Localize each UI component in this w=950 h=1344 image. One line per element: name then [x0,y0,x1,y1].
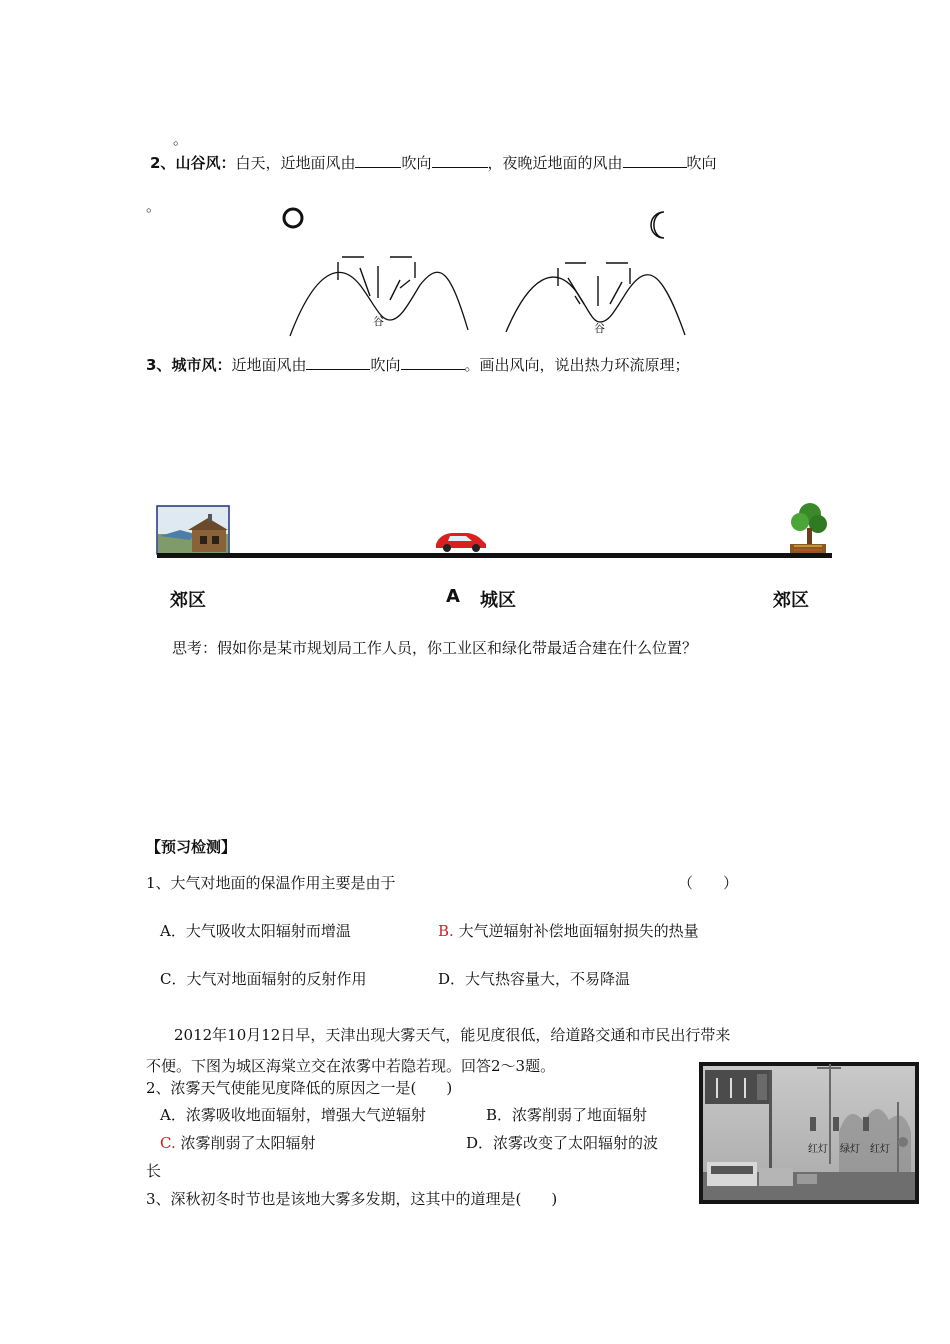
q2-stem: 2、浓雾天气使能见度降低的原因之一是( ) [146,1079,453,1097]
top-fragment: 。 [173,130,189,148]
valley-text-2: 吹向 [401,154,432,172]
label-city-center: 城区 [480,590,516,611]
fog-photo [699,1062,919,1204]
valley-text-4: 吹向 [686,154,717,172]
house-icon [157,506,229,554]
passage-line-2: 不便。下图为城区海棠立交在浓雾中若隐若现。回答2～3题。 [146,1057,556,1075]
photo-label-red-2: 红灯 [870,1144,890,1155]
photo-label-red-1: 红灯 [808,1144,828,1155]
q2-option-c-text: 浓雾削弱了太阳辐射 [180,1134,316,1152]
preview-heading: 【预习检测】 [146,838,237,856]
blank-field[interactable] [355,153,401,168]
valley-label-day: 谷 [373,315,384,328]
moon-icon [651,212,664,238]
city-num: 3、 [146,356,172,374]
q1-stem: 1、大气对地面的保温作用主要是由于 [146,874,396,892]
city-text-2: 吹向 [370,356,401,374]
tree-icon [790,503,827,553]
valley-text-1: 白天，近地面风由 [235,154,356,172]
q3-stem: 3、深秋初冬时节也是该地大雾多发期，这其中的道理是( ) [146,1190,558,1208]
valley-wind-diagram [280,200,700,340]
valley-num: 2、 [150,154,176,172]
blank-field[interactable] [432,153,488,168]
city-text-3: 。画出风向，说出热力环流原理； [464,356,690,374]
car-icon [436,533,486,552]
photo-label-green: 绿灯 [840,1144,860,1155]
q1-answer-paren[interactable]: （ ） [678,874,739,892]
valley-label-night: 谷 [594,322,605,335]
city-text-1: 近地面风由 [231,356,307,374]
valley-colon: ： [220,154,236,172]
q2-option-a[interactable]: A．浓雾吸收地面辐射，增强大气逆辐射 [160,1106,426,1124]
label-point-a: A [446,586,460,607]
city-title: 城市风 [171,356,217,374]
q2-option-c[interactable] [160,1132,316,1153]
label-suburb-right: 郊区 [773,590,809,611]
city-colon: ： [216,356,232,374]
q2-option-b[interactable]: B．浓雾削弱了地面辐射 [486,1106,648,1124]
q2-option-c-letter: C. [160,1134,176,1152]
blank-field[interactable] [623,153,687,168]
q1-option-c[interactable]: C．大气对地面辐射的反射作用 [160,970,367,988]
q1-option-b[interactable] [438,920,699,941]
city-wind-question [146,354,690,375]
label-suburb-left: 郊区 [170,590,206,611]
city-wind-diagram [150,500,840,570]
q1-option-b-letter: B. [438,922,454,940]
valley-wind-question [150,152,717,173]
q1-option-d[interactable]: D．大气热容量大，不易降温 [438,970,631,988]
blank-field[interactable] [401,355,465,370]
q1-option-a[interactable]: A．大气吸收太阳辐射而增温 [160,922,351,940]
valley-text-3: ，夜晚近地面的风由 [487,154,623,172]
sun-icon [284,209,302,227]
fog-photo-scene [699,1062,919,1204]
think-question: 思考：假如你是某市规划局工作人员，你工业区和绿化带最适合建在什么位置？ [172,639,698,657]
blank-field[interactable] [306,355,370,370]
q1-option-b-text: 大气逆辐射补偿地面辐射损失的热量 [458,922,699,940]
q2-option-d-cont: 长 [146,1162,162,1180]
valley-title: 山谷风 [175,154,221,172]
q2-option-d[interactable]: D．浓雾改变了太阳辐射的波 [466,1134,659,1152]
valley-tail: 。 [146,197,162,215]
passage-line-1: 2012年10月12日早，天津出现大雾天气，能见度很低，给道路交通和市民出行带来 [174,1026,731,1044]
